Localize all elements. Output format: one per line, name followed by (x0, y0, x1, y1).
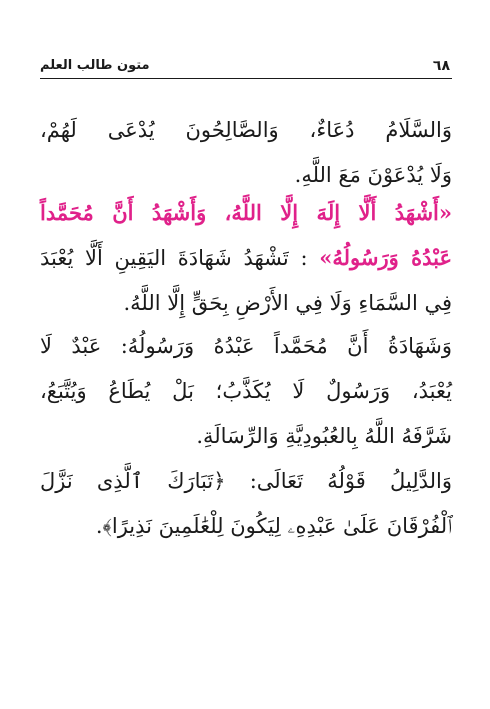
text-line: وَالسَّلَامُ دُعَاءٌ، وَالصَّالِحُونَ يُدْعَى لَهُمْ، (40, 118, 452, 142)
text-line: شَرَّفَهُ اللَّهُ بِالعُبُودِيَّةِ وَالرِّسَالَةِ. (196, 424, 452, 448)
paragraph-3 (40, 324, 452, 459)
paragraph-2 (40, 190, 452, 326)
text-line: وَالدَّلِيلُ قَوْلُهُ تَعَالَى: ﴿تَبَارَكَ ٱلَّذِى نَزَّلَ (40, 469, 452, 493)
running-title: متون طالب العلم (40, 58, 150, 73)
book-page (40, 52, 452, 538)
paragraph-4 (40, 459, 452, 549)
paragraph-1 (40, 108, 452, 198)
page-header (40, 52, 452, 79)
highlighted-phrase: عَبْدُهُ وَرَسُولُهُ» (319, 245, 452, 270)
quran-verse-line: ٱلْفُرْقَانَ عَلَىٰ عَبْدِهِۦ لِيَكُونَ لِلْعَٰلَمِينَ نَذِيرًا﴾. (95, 514, 452, 538)
text-phrase: : تَشْهَدُ شَهَادَةَ اليَقِينِ أَلَّا يُعْبَدَ (40, 246, 308, 270)
highlighted-text-line: «أَشْهَدُ أَلَّا إِلَهَ إِلَّا اللَّهُ، وَأَشْهَدُ أَنَّ مُحَمَّداً (40, 200, 452, 225)
page-number: ٦٨ (432, 58, 450, 74)
text-line: وَلَا يُدْعَوْنَ مَعَ اللَّهِ. (294, 163, 452, 187)
text-line: يُعْبَدُ، وَرَسُولٌ لَا يُكَذَّبُ؛ بَلْ يُطَاعُ وَيُتَّبَعُ، (40, 379, 452, 403)
text-line (40, 235, 452, 281)
text-line: فِي السَّمَاءِ وَلَا فِي الأَرْضِ بِحَقٍّ إِلَّا اللَّهُ. (123, 291, 452, 315)
text-line: وَشَهَادَةُ أَنَّ مُحَمَّداً عَبْدُهُ وَرَسُولُهُ: عَبْدٌ لَا (40, 334, 452, 358)
